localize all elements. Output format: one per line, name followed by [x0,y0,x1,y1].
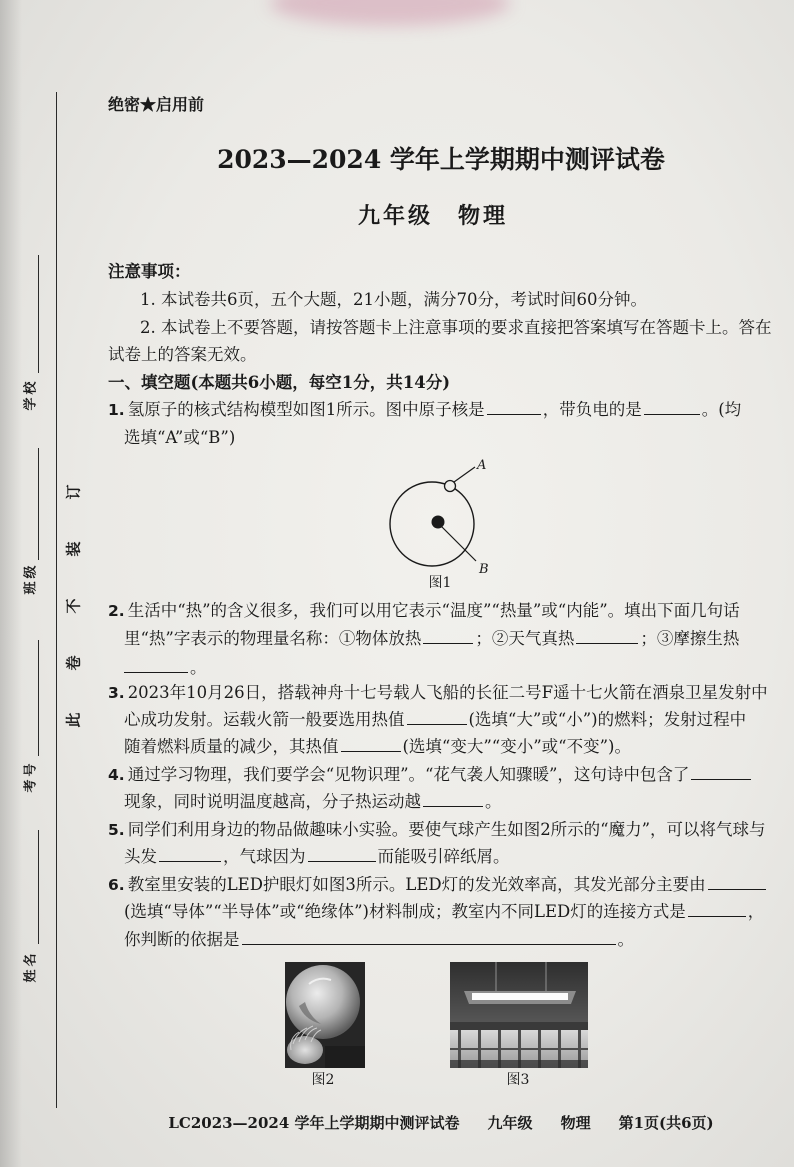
footer-exam-code: LC2023—2024 学年上学期期中测评试卷 [168,1114,460,1132]
nucleus-b [432,516,445,529]
question-text: (选填“变大”“变小”或“不变”)。 [402,737,631,756]
footer-grade: 九年级 [487,1114,533,1132]
notice-heading: 注意事项： [108,262,191,281]
question-text: 。(均 [701,400,742,419]
wall-band [450,1022,588,1030]
answer-blank [423,629,473,644]
balloon [286,965,360,1039]
answer-blank [487,400,541,415]
q3-line-1 [108,682,768,704]
footer-page-number: 第1页(共6页) [618,1114,714,1132]
q4-line-2 [124,791,502,813]
q1-line-1 [108,399,741,421]
question-text: 。 [485,792,502,811]
answer-blank [688,902,746,917]
answer-blank [159,847,221,862]
answer-blank [242,930,616,945]
q6-line-3 [124,929,634,951]
answer-blank [576,629,638,644]
notice-line-2: 2. 本试卷上不要答题，请按答题卡上注意事项的要求直接把答案填写在答题卡上。答在 [140,318,772,337]
notice-line-3: 试卷上的答案无效。 [108,345,257,364]
notice-line-1: 1. 本试卷共6页，五个大题，21小题，满分70分，考试时间60分钟。 [140,290,647,309]
pointer-line-a [454,467,475,482]
electron-a [445,481,456,492]
answer-blank [708,875,766,890]
school-write-line [38,255,39,373]
confidential-mark: 绝密★启用前 [108,95,205,114]
question-number: 3. [108,684,125,702]
q1-line-2 [124,427,235,449]
answer-blank [341,737,401,752]
question-text: ，气球因为 [223,847,306,866]
figure-2-balloon-photo [285,962,365,1068]
answer-blank [124,658,188,673]
q6-line-2 [124,901,764,923]
footer-subject: 物理 [560,1114,591,1132]
q4-line-1 [108,764,753,786]
question-text: ， [747,902,765,921]
question-number: 5. [108,821,125,839]
question-text: 现象，同时说明温度越高，分子热运动越 [124,792,421,811]
photo-bottom-shadow [325,1046,365,1068]
label-a: A [477,458,487,473]
question-text: 。 [617,930,634,949]
figure-1-caption: 图1 [428,575,452,591]
question-text: ；③摩擦生热 [640,629,740,648]
figure-2-caption: 图2 [311,1072,335,1088]
class-write-line [38,448,39,560]
question-text: 。 [190,658,207,677]
figure-3-led-lamp-photo [450,962,588,1068]
question-text: 选填“A”或“B”) [124,428,236,447]
question-text: (选填“大”或“小”)的燃料；发射过程中 [468,710,747,729]
section-heading: 一、填空题(本题共6小题，每空1分，共14分) [108,373,451,392]
question-text: 里“热”字表示的物理量名称：①物体放热 [124,629,422,648]
school-label: 学校 [23,378,39,411]
page-subtitle: 九年级 物理 [357,203,508,229]
question-number: 6. [108,876,125,894]
question-text: 生活中“热”的含义很多，我们可以用它表示“温度”“热量”或“内能”。填出下面几句话 [127,601,740,620]
question-text: 教室里安装的LED护眼灯如图3所示。LED灯的发光效率高，其发光部分主要由 [127,875,706,894]
answer-blank [644,400,700,415]
question-number: 4. [108,766,125,784]
question-text: ，带负电的是 [542,400,642,419]
binding-notice: 此卷不装订 [64,442,83,728]
question-text: 你判断的依据是 [124,930,240,949]
exam-number-write-line [38,640,39,756]
question-text: 而能吸引碎纸屑。 [377,847,510,866]
q2-line-1 [108,600,740,622]
pointer-line-b [440,525,476,561]
class-label: 班级 [23,562,39,595]
binding-line [56,92,57,1108]
q5-line-1 [108,819,766,841]
name-label: 姓名 [23,950,39,983]
figure-1-atom-model [380,452,500,576]
question-text: 通过学习物理，我们要学会“见物识理”。“花气袭人知骤暖”，这句诗中包含了 [127,765,690,784]
page-footer [108,1113,774,1133]
answer-blank [407,710,467,725]
question-number: 1. [108,401,125,419]
q3-line-2 [124,709,746,731]
question-text: 头发 [124,847,157,866]
lamp-light-panel [472,993,568,1000]
q5-line-2 [124,846,510,868]
paper-smudge [270,0,510,26]
question-text: ；②天气真热 [475,629,575,648]
q2-line-2 [124,628,739,650]
question-text: 氢原子的核式结构模型如图1所示。图中原子核是 [127,400,485,419]
q6-line-1 [108,874,768,896]
q2-line-3 [124,657,207,679]
question-number: 2. [108,602,125,620]
answer-blank [691,765,751,780]
question-text: (选填“导体”“半导体”或“绝缘体”)材料制成；教室内不同LED灯的连接方式是 [124,902,686,921]
q3-line-3 [124,736,631,758]
page-title: 2023—2024 学年上学期期中测评试卷 [217,145,665,174]
head [287,1036,323,1064]
question-text: 同学们利用身边的物品做趣味小实验。要使气球产生如图2所示的“魔力”，可以将气球与 [127,820,766,839]
label-b: B [479,562,489,576]
exam-number-label: 考号 [23,760,39,793]
answer-blank [423,792,483,807]
floor-shadow [450,1060,588,1068]
figure-3-caption: 图3 [506,1072,530,1088]
question-text: 心成功发射。运载火箭一般要选用热值 [124,710,405,729]
question-text: 随着燃料质量的减少，其热值 [124,737,339,756]
answer-blank [308,847,376,862]
question-text: 2023年10月26日，搭载神舟十七号载人飞船的长征二号F遥十七火箭在酒泉卫星发射中 [127,683,768,702]
name-write-line [38,830,39,944]
